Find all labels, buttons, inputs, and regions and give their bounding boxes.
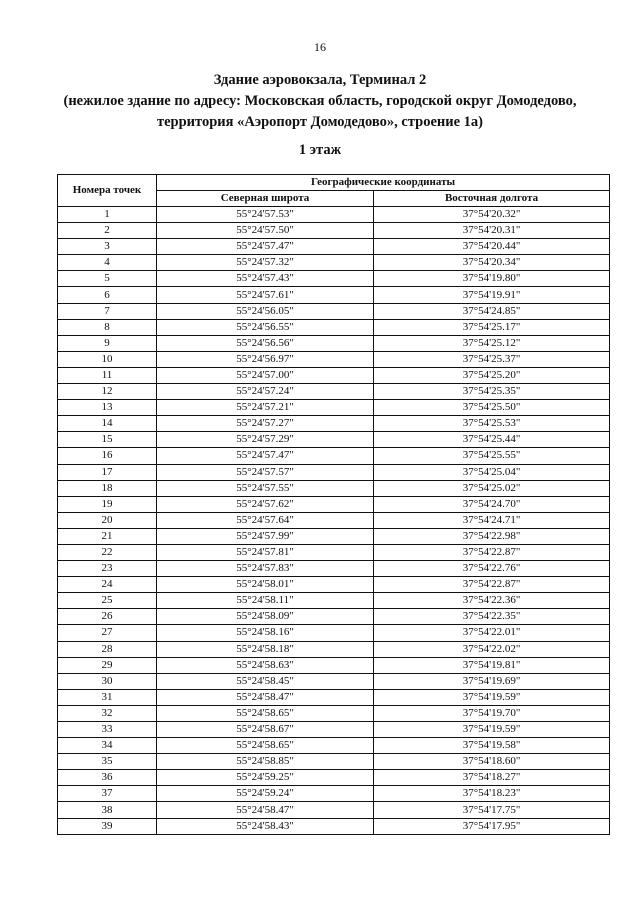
table-row [58, 255, 610, 271]
latitude-cell: 55°24'56.56" [157, 335, 374, 351]
column-header-longitude: Восточная долгота [374, 191, 610, 207]
longitude-cell: 37°54'18.27" [374, 770, 610, 786]
point-number-cell: 19 [58, 496, 157, 512]
point-number-cell: 22 [58, 544, 157, 560]
latitude-cell: 55°24'58.01" [157, 577, 374, 593]
latitude-cell: 55°24'58.63" [157, 657, 374, 673]
floor-title: 1 этаж [298, 142, 342, 158]
point-number-cell: 13 [58, 400, 157, 416]
table-row [58, 657, 610, 673]
point-number-cell: 7 [58, 303, 157, 319]
point-number-cell: 15 [58, 432, 157, 448]
table-row [58, 432, 610, 448]
latitude-cell: 55°24'57.61" [157, 287, 374, 303]
point-number-cell: 2 [58, 223, 157, 239]
longitude-cell: 37°54'24.71" [374, 512, 610, 528]
point-number-cell: 29 [58, 657, 157, 673]
longitude-cell: 37°54'19.58" [374, 738, 610, 754]
longitude-cell: 37°54'19.81" [374, 657, 610, 673]
latitude-cell: 55°24'57.43" [157, 271, 374, 287]
longitude-cell: 37°54'20.44" [374, 239, 610, 255]
table-row [58, 641, 610, 657]
latitude-cell: 55°24'56.05" [157, 303, 374, 319]
point-number-cell: 3 [58, 239, 157, 255]
point-number-cell: 33 [58, 722, 157, 738]
point-number-cell: 18 [58, 480, 157, 496]
point-number-cell: 35 [58, 754, 157, 770]
table-row [58, 786, 610, 802]
table-row [58, 609, 610, 625]
longitude-cell: 37°54'22.36" [374, 593, 610, 609]
latitude-cell: 55°24'58.67" [157, 722, 374, 738]
longitude-cell: 37°54'19.59" [374, 722, 610, 738]
table-row [58, 593, 610, 609]
point-number-cell: 26 [58, 609, 157, 625]
page-number: 16 [314, 40, 326, 54]
latitude-cell: 55°24'56.55" [157, 319, 374, 335]
longitude-cell: 37°54'22.01" [374, 625, 610, 641]
table-header-row [58, 175, 610, 191]
latitude-cell: 55°24'58.11" [157, 593, 374, 609]
point-number-cell: 17 [58, 464, 157, 480]
longitude-cell: 37°54'19.70" [374, 705, 610, 721]
point-number-cell: 27 [58, 625, 157, 641]
longitude-cell: 37°54'25.17" [374, 319, 610, 335]
table-row [58, 512, 610, 528]
point-number-cell: 37 [58, 786, 157, 802]
longitude-cell: 37°54'22.35" [374, 609, 610, 625]
longitude-cell: 37°54'24.70" [374, 496, 610, 512]
latitude-cell: 55°24'57.47" [157, 448, 374, 464]
table-row [58, 287, 610, 303]
table-row [58, 464, 610, 480]
table-row [58, 496, 610, 512]
longitude-cell: 37°54'17.95" [374, 818, 610, 834]
longitude-cell: 37°54'22.02" [374, 641, 610, 657]
table-row [58, 705, 610, 721]
table-row [58, 818, 610, 834]
table-row [58, 384, 610, 400]
latitude-cell: 55°24'57.00" [157, 367, 374, 383]
longitude-cell: 37°54'22.87" [374, 544, 610, 560]
table-row [58, 738, 610, 754]
point-number-cell: 9 [58, 335, 157, 351]
point-number-cell: 21 [58, 528, 157, 544]
document-heading [0, 70, 640, 133]
point-number-cell: 34 [58, 738, 157, 754]
table-row [58, 802, 610, 818]
longitude-cell: 37°54'24.85" [374, 303, 610, 319]
latitude-cell: 55°24'58.65" [157, 738, 374, 754]
latitude-cell: 55°24'58.16" [157, 625, 374, 641]
point-number-cell: 1 [58, 207, 157, 223]
latitude-cell: 55°24'59.25" [157, 770, 374, 786]
point-number-cell: 38 [58, 802, 157, 818]
table-row [58, 448, 610, 464]
longitude-cell: 37°54'19.59" [374, 689, 610, 705]
table-row [58, 528, 610, 544]
heading-line-2: (нежилое здание по адресу: Московская область, городской округ Домодедово, [63, 93, 577, 109]
point-number-cell: 24 [58, 577, 157, 593]
latitude-cell: 55°24'57.64" [157, 512, 374, 528]
point-number-cell: 32 [58, 705, 157, 721]
latitude-cell: 55°24'58.43" [157, 818, 374, 834]
table-row [58, 319, 610, 335]
latitude-cell: 55°24'57.29" [157, 432, 374, 448]
table-body [58, 207, 610, 835]
column-header-points: Номера точек [58, 175, 157, 207]
longitude-cell: 37°54'25.04" [374, 464, 610, 480]
longitude-cell: 37°54'18.23" [374, 786, 610, 802]
longitude-cell: 37°54'19.91" [374, 287, 610, 303]
latitude-cell: 55°24'59.24" [157, 786, 374, 802]
latitude-cell: 55°24'57.81" [157, 544, 374, 560]
longitude-cell: 37°54'25.55" [374, 448, 610, 464]
table-row [58, 367, 610, 383]
latitude-cell: 55°24'57.27" [157, 416, 374, 432]
longitude-cell: 37°54'25.02" [374, 480, 610, 496]
table-row [58, 400, 610, 416]
longitude-cell: 37°54'25.50" [374, 400, 610, 416]
point-number-cell: 16 [58, 448, 157, 464]
column-header-group: Географические координаты [157, 175, 610, 191]
point-number-cell: 25 [58, 593, 157, 609]
table-row [58, 689, 610, 705]
column-header-latitude: Северная широта [157, 191, 374, 207]
longitude-cell: 37°54'20.32" [374, 207, 610, 223]
latitude-cell: 55°24'57.53" [157, 207, 374, 223]
point-number-cell: 4 [58, 255, 157, 271]
point-number-cell: 6 [58, 287, 157, 303]
longitude-cell: 37°54'19.69" [374, 673, 610, 689]
point-number-cell: 23 [58, 561, 157, 577]
table-row [58, 335, 610, 351]
table-row [58, 673, 610, 689]
latitude-cell: 55°24'58.45" [157, 673, 374, 689]
point-number-cell: 5 [58, 271, 157, 287]
longitude-cell: 37°54'19.80" [374, 271, 610, 287]
table-row [58, 770, 610, 786]
latitude-cell: 55°24'57.21" [157, 400, 374, 416]
longitude-cell: 37°54'17.75" [374, 802, 610, 818]
longitude-cell: 37°54'18.60" [374, 754, 610, 770]
point-number-cell: 8 [58, 319, 157, 335]
table-row [58, 480, 610, 496]
latitude-cell: 55°24'57.55" [157, 480, 374, 496]
longitude-cell: 37°54'25.44" [374, 432, 610, 448]
table-row [58, 625, 610, 641]
table-row [58, 223, 610, 239]
latitude-cell: 55°24'57.50" [157, 223, 374, 239]
coordinates-table [57, 174, 610, 835]
longitude-cell: 37°54'20.31" [374, 223, 610, 239]
longitude-cell: 37°54'22.98" [374, 528, 610, 544]
latitude-cell: 55°24'56.97" [157, 351, 374, 367]
latitude-cell: 55°24'57.62" [157, 496, 374, 512]
point-number-cell: 10 [58, 351, 157, 367]
table-row [58, 561, 610, 577]
latitude-cell: 55°24'58.65" [157, 705, 374, 721]
heading-line-1: Здание аэровокзала, Терминал 2 [213, 72, 427, 88]
latitude-cell: 55°24'58.85" [157, 754, 374, 770]
table-row [58, 416, 610, 432]
longitude-cell: 37°54'25.20" [374, 367, 610, 383]
table-row [58, 722, 610, 738]
longitude-cell: 37°54'22.87" [374, 577, 610, 593]
heading-line-3: территория «Аэропорт Домодедово», строение 1а) [157, 114, 483, 130]
longitude-cell: 37°54'25.37" [374, 351, 610, 367]
point-number-cell: 39 [58, 818, 157, 834]
point-number-cell: 12 [58, 384, 157, 400]
latitude-cell: 55°24'57.24" [157, 384, 374, 400]
table-row [58, 577, 610, 593]
longitude-cell: 37°54'25.53" [374, 416, 610, 432]
point-number-cell: 30 [58, 673, 157, 689]
latitude-cell: 55°24'57.47" [157, 239, 374, 255]
point-number-cell: 14 [58, 416, 157, 432]
table-row [58, 754, 610, 770]
longitude-cell: 37°54'25.12" [374, 335, 610, 351]
table-row [58, 544, 610, 560]
longitude-cell: 37°54'25.35" [374, 384, 610, 400]
table-row [58, 351, 610, 367]
latitude-cell: 55°24'58.47" [157, 689, 374, 705]
longitude-cell: 37°54'22.76" [374, 561, 610, 577]
latitude-cell: 55°24'58.18" [157, 641, 374, 657]
table-row [58, 271, 610, 287]
latitude-cell: 55°24'57.57" [157, 464, 374, 480]
longitude-cell: 37°54'20.34" [374, 255, 610, 271]
latitude-cell: 55°24'58.47" [157, 802, 374, 818]
latitude-cell: 55°24'58.09" [157, 609, 374, 625]
point-number-cell: 20 [58, 512, 157, 528]
latitude-cell: 55°24'57.99" [157, 528, 374, 544]
point-number-cell: 28 [58, 641, 157, 657]
table-row [58, 303, 610, 319]
latitude-cell: 55°24'57.32" [157, 255, 374, 271]
table-row [58, 239, 610, 255]
point-number-cell: 31 [58, 689, 157, 705]
table-row [58, 207, 610, 223]
latitude-cell: 55°24'57.83" [157, 561, 374, 577]
point-number-cell: 36 [58, 770, 157, 786]
point-number-cell: 11 [58, 367, 157, 383]
